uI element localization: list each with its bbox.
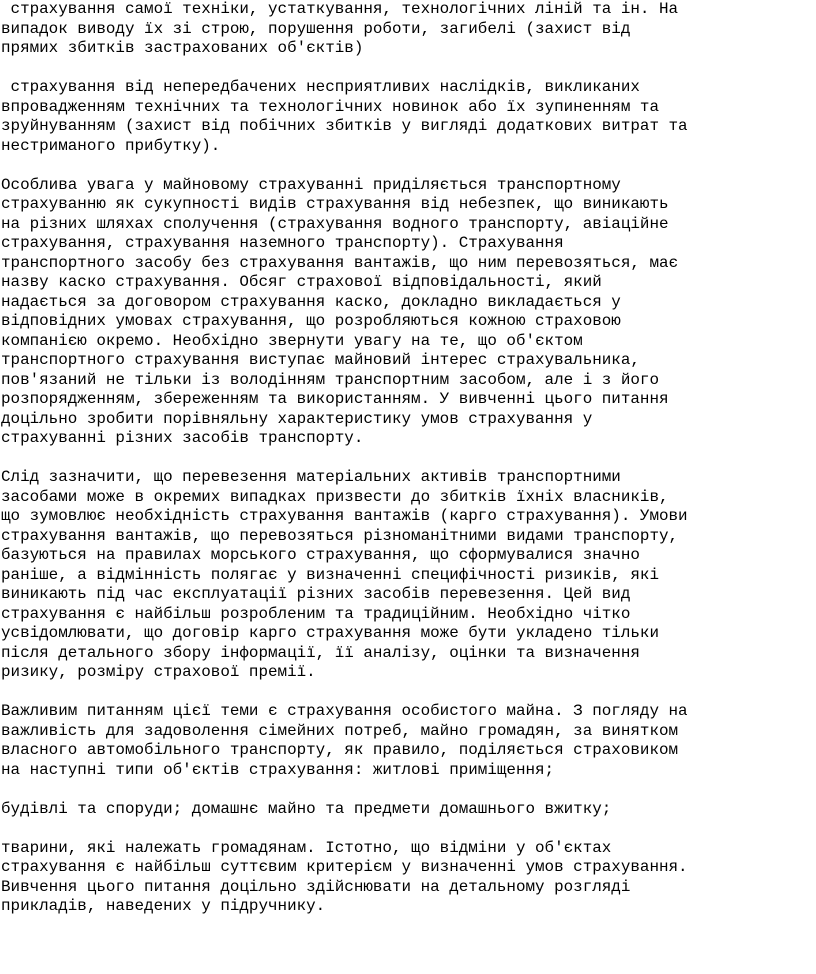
text-line: будівлі та споруди; домашнє майно та предмети домашнього вжитку;	[1, 799, 612, 818]
paragraph-gap	[1, 156, 816, 176]
text-line: страхування є найбільш розробленим та традиційним. Необхідно чітко	[1, 604, 631, 623]
text-line: зруйнуванням (захист від побічних збитків у вигляді додаткових витрат та	[1, 117, 688, 135]
text-line: прямих збитків застрахованих об'єктів)	[1, 39, 364, 57]
text-line: усвідомлювати, що договір карго страхування може бути укладено тільки	[1, 624, 659, 642]
text-line: назву каско страхування. Обсяг страхової відповідальності, який	[1, 273, 602, 291]
text-line: впровадженням технічних та технологічних новинок або їх зупиненням та	[1, 97, 659, 116]
text-line: на різних шляхах сполучення (страхування водного транспорту, авіаційне	[1, 214, 669, 233]
text-line: ризику, розміру страхової премії.	[1, 663, 316, 681]
text-line: транспортного страхування виступає майновий інтерес страхувальника,	[1, 351, 640, 369]
text-line: страхування, страхування наземного транспорту). Страхування	[1, 234, 564, 252]
text-line: страхування є найбільш суттєвим критерієм у визначенні умов страхування.	[1, 858, 688, 876]
text-line: Особлива увага у майновому страхуванні приділяється транспортному	[1, 175, 621, 194]
paragraph	[1, 78, 816, 156]
paragraph-gap	[1, 819, 816, 839]
paragraph	[1, 702, 816, 780]
text-line: базуються на правилах морського страхування, що сформувалися значно	[1, 546, 640, 564]
text-line: страхування вантажів, що перевозяться різноманітними видами транспорту,	[1, 526, 679, 545]
text-line: нестриманого прибутку).	[1, 136, 221, 155]
text-line: Важливим питанням цієї теми є страхування особистого майна. З погляду на	[1, 702, 688, 720]
text-line: страхуванню як сукупності видів страхування від небезпек, що виникають	[1, 195, 669, 213]
text-line: транспортного засобу без страхування вантажів, що ним перевозяться, має	[1, 253, 679, 272]
paragraph	[1, 176, 816, 449]
text-line: що зумовлює необхідність страхування вантажів (карго страхування). Умови	[1, 507, 688, 525]
paragraph-gap	[1, 449, 816, 469]
text-line: страхування самої техніки, устаткування, технологічних ліній та ін. На	[1, 0, 679, 18]
text-line: розпорядженням, збереженням та використанням. У вивченні цього питання	[1, 390, 669, 408]
text-line: випадок виводу їх зі строю, порушення роботи, загибелі (захист від	[1, 19, 631, 38]
text-line: прикладів, наведених у підручнику.	[1, 897, 326, 915]
text-line: виникають під час експлуатації різних засобів перевезення. Цей вид	[1, 585, 631, 603]
text-line: Слід зазначити, що перевезення матеріальних активів транспортними	[1, 468, 621, 486]
text-line: страхування від непередбачених несприятливих наслідків, викликаних	[1, 78, 640, 96]
text-line: надається за договором страхування каско, докладно викладається у	[1, 292, 621, 311]
text-line: тварини, які належать громадянам. Істотно, що відміни у об'єктах	[1, 838, 612, 857]
text-line: компанією окремо. Необхідно звернути увагу на те, що об'єктом	[1, 331, 583, 350]
text-line: пов'язаний не тільки із володінням транспортним засобом, але і з його	[1, 370, 659, 389]
text-line: власного автомобільного транспорту, як правило, поділяється страховиком	[1, 741, 679, 759]
paragraph	[1, 468, 816, 683]
text-line: після детального збору інформації, її аналізу, оцінки та визначення	[1, 643, 640, 662]
text-line: доцільно зробити порівняльну характеристику умов страхування у	[1, 409, 593, 428]
paragraph	[1, 839, 816, 917]
text-line: важливість для задоволення сімейних потреб, майно громадян, за винятком	[1, 721, 679, 740]
text-line: відповідних умовах страхування, що розробляються кожною страховою	[1, 312, 621, 330]
paragraph	[1, 800, 816, 820]
text-line: Вивчення цього питання доцільно здійснювати на детальному розгляді	[1, 877, 631, 896]
paragraph	[1, 0, 816, 59]
paragraph-gap	[1, 59, 816, 79]
text-line: засобами може в окремих випадках призвести до збитків їхніх власників,	[1, 487, 669, 506]
text-line: страхуванні різних засобів транспорту.	[1, 429, 364, 447]
paragraph-gap	[1, 683, 816, 703]
text-line: раніше, а відмінність полягає у визначенні специфічності ризиків, які	[1, 565, 659, 584]
paragraph-gap	[1, 780, 816, 800]
text-line: на наступні типи об'єктів страхування: житлові приміщення;	[1, 760, 555, 779]
